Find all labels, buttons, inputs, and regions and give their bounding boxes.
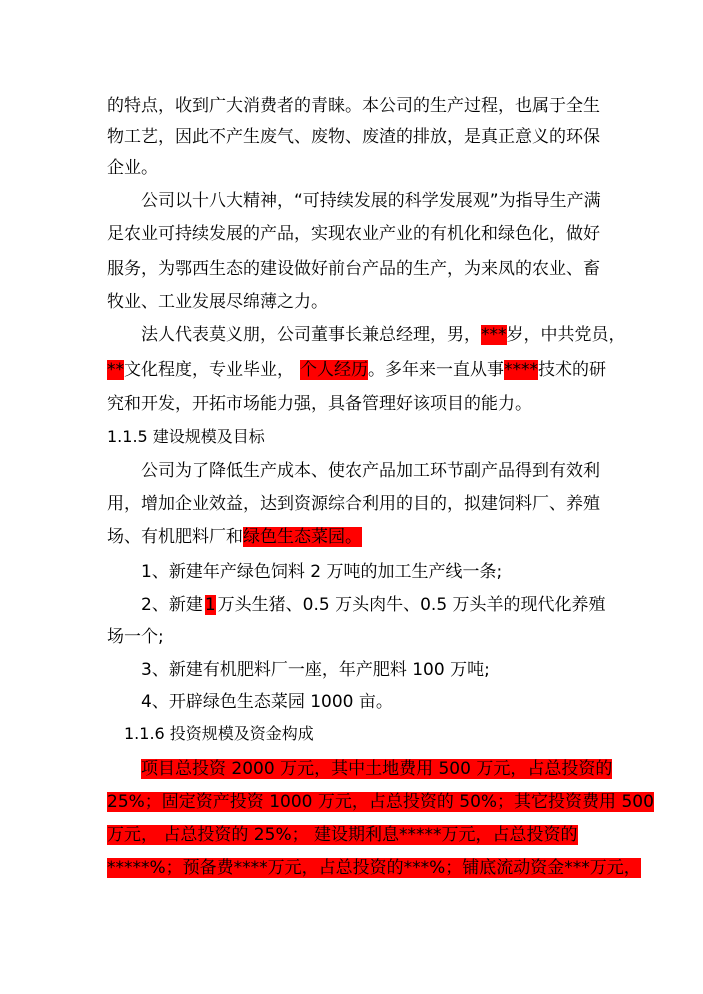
paragraph-line: 的特点，收到广大消费者的青睐。本公司的生产过程，也属于全生 <box>107 96 600 116</box>
paragraph-line <box>141 322 626 348</box>
text-run: 。多年来一直从事 <box>368 360 504 380</box>
text-run: 法人代表莫义朋，公司董事长兼总经理，男， <box>141 325 481 345</box>
paragraph-line: 公司以十八大精神，“可持续发展的科学发展观”为指导生产满 <box>141 191 601 211</box>
paragraph-line <box>107 789 654 815</box>
paragraph-line: 物工艺，因此不产生废气、废物、废渣的排放，是真正意义的环保 <box>107 127 600 147</box>
paragraph-line <box>107 524 362 550</box>
list-item: 3、新建有机肥料厂一座，年产肥料 100 万吨; <box>141 660 490 680</box>
list-item: 1、新建年产绿色饲料 2 万吨的加工生产线一条; <box>141 562 503 582</box>
paragraph-line <box>141 756 612 782</box>
redacted-highlight: ** <box>107 360 124 380</box>
paragraph-line: 企业。 <box>107 158 158 178</box>
list-item-continuation: 场一个; <box>107 627 164 647</box>
paragraph-line <box>107 357 606 383</box>
redacted-highlight: **** <box>504 360 538 380</box>
text-run: 技术的研 <box>538 360 606 380</box>
text-run: 文化程度，专业毕业， <box>124 360 294 380</box>
paragraph-line: 足农业可持续发展的产品，实现农业产业的有机化和绿色化，做好 <box>107 224 600 244</box>
paragraph-line <box>107 855 641 881</box>
paragraph-line: 牧业、工业发展尽绵薄之力。 <box>107 292 328 312</box>
highlight-text: 项目总投资 2000 万元，其中土地费用 500 万元，占总投资的 <box>141 759 613 779</box>
text-run: 万头生猪、0.5 万头肉牛、0.5 万头羊的现代化养殖 <box>217 595 606 615</box>
section-heading: 1.1.5 建设规模及目标 <box>107 427 265 446</box>
list-item <box>141 592 606 618</box>
redacted-highlight: *** <box>481 325 507 345</box>
highlight-text: 个人经历 <box>300 360 368 380</box>
list-item: 4、开辟绿色生态菜园 1000 亩。 <box>141 692 393 712</box>
paragraph-line <box>107 822 578 848</box>
highlight-text: 1 <box>204 595 216 615</box>
highlight-text: 25%；固定资产投资 1000 万元，占总投资的 50%；其它投资费用 500 <box>107 792 654 812</box>
highlight-text: *****%；预备费****万元，占总投资的***%；铺底流动资金***万元， <box>107 858 641 878</box>
section-heading: 1.1.6 投资规模及资金构成 <box>124 724 314 743</box>
paragraph-line: 究和开发，开拓市场能力强，具备管理好该项目的能力。 <box>107 394 532 414</box>
text-run: 岁，中共党员， <box>506 325 626 345</box>
highlight-text: 万元， 占总投资的 25%； 建设期利息*****万元，占总投资的 <box>107 825 578 845</box>
text-run: 2、新建 <box>141 595 203 615</box>
text-run: 场、有机肥料厂和 <box>107 527 243 547</box>
highlight-text: 绿色生态菜园。 <box>243 527 362 547</box>
paragraph-line: 公司为了降低生产成本、使农产品加工环节副产品得到有效利 <box>141 461 600 481</box>
paragraph-line: 用，增加企业效益，达到资源综合利用的目的，拟建饲料厂、养殖 <box>107 494 600 514</box>
paragraph-line: 服务，为鄂西生态的建设做好前台产品的生产，为来凤的农业、畜 <box>107 259 600 279</box>
